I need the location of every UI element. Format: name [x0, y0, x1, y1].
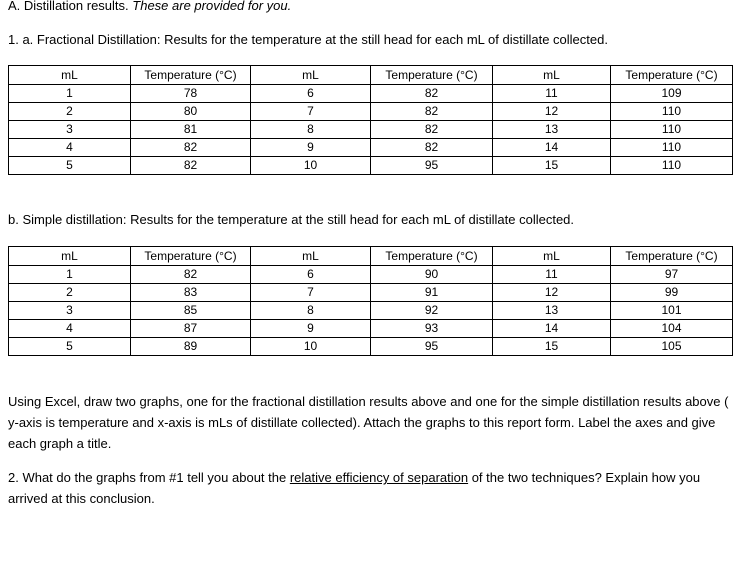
- temperature-cell: 99: [611, 284, 733, 302]
- temperature-cell: 104: [611, 320, 733, 338]
- ml-cell: 1: [9, 266, 131, 284]
- ml-cell: 11: [493, 85, 611, 103]
- ml-cell: 4: [9, 139, 131, 157]
- ml-cell: 2: [9, 103, 131, 121]
- question-2: [8, 467, 738, 509]
- ml-cell: 7: [251, 284, 371, 302]
- ml-cell: 10: [251, 338, 371, 356]
- simple-title: b. Simple distillation: Results for the temperature at the still head for each mL of distillate collected.: [8, 212, 575, 227]
- ml-cell: 15: [493, 338, 611, 356]
- column-header: mL: [251, 247, 371, 266]
- temperature-cell: 97: [611, 266, 733, 284]
- ml-cell: 5: [9, 157, 131, 175]
- ml-cell: 8: [251, 302, 371, 320]
- ml-cell: 14: [493, 320, 611, 338]
- question-2-key-phrase: relative efficiency of separation: [289, 470, 469, 485]
- fractional-results-table: [8, 65, 733, 175]
- temperature-cell: 110: [611, 157, 733, 175]
- ml-cell: 11: [493, 266, 611, 284]
- table-row: [9, 121, 733, 139]
- temperature-cell: 82: [371, 85, 493, 103]
- temperature-cell: 89: [131, 338, 251, 356]
- column-header: mL: [493, 66, 611, 85]
- section-heading-note: These are provided for you.: [132, 0, 292, 13]
- column-header: mL: [493, 247, 611, 266]
- temperature-cell: 87: [131, 320, 251, 338]
- table-row: [9, 338, 733, 356]
- temperature-cell: 82: [371, 121, 493, 139]
- ml-cell: 13: [493, 121, 611, 139]
- ml-cell: 6: [251, 85, 371, 103]
- ml-cell: 13: [493, 302, 611, 320]
- table-row: [9, 157, 733, 175]
- temperature-cell: 80: [131, 103, 251, 121]
- table-row: [9, 85, 733, 103]
- temperature-cell: 110: [611, 121, 733, 139]
- temperature-cell: 95: [371, 157, 493, 175]
- ml-cell: 2: [9, 284, 131, 302]
- fractional-table-body: [9, 66, 733, 175]
- column-header: mL: [9, 247, 131, 266]
- section-heading-label: A. Distillation results.: [8, 0, 129, 13]
- question-2-suffix: of the two techniques? Explain how you arrived at this conclusion.: [8, 470, 701, 506]
- temperature-cell: 82: [371, 139, 493, 157]
- fractional-title: 1. a. Fractional Distillation: Results for the temperature at the still head for each mL of distillate collected.: [8, 32, 608, 47]
- table-row: [9, 320, 733, 338]
- column-header: Temperature (°C): [611, 66, 733, 85]
- temperature-cell: 105: [611, 338, 733, 356]
- ml-cell: 3: [9, 302, 131, 320]
- column-header: Temperature (°C): [371, 66, 493, 85]
- table-header-row: [9, 247, 733, 266]
- column-header: mL: [251, 66, 371, 85]
- temperature-cell: 78: [131, 85, 251, 103]
- temperature-cell: 101: [611, 302, 733, 320]
- ml-cell: 9: [251, 320, 371, 338]
- column-header: Temperature (°C): [131, 247, 251, 266]
- temperature-cell: 83: [131, 284, 251, 302]
- ml-cell: 12: [493, 103, 611, 121]
- temperature-cell: 93: [371, 320, 493, 338]
- table-row: [9, 302, 733, 320]
- column-header: Temperature (°C): [371, 247, 493, 266]
- temperature-cell: 110: [611, 103, 733, 121]
- table-row: [9, 266, 733, 284]
- question-2-prefix: 2. What do the graphs from #1 tell you about the: [8, 470, 290, 485]
- ml-cell: 12: [493, 284, 611, 302]
- column-header: Temperature (°C): [131, 66, 251, 85]
- temperature-cell: 82: [131, 157, 251, 175]
- table-row: [9, 284, 733, 302]
- ml-cell: 3: [9, 121, 131, 139]
- ml-cell: 10: [251, 157, 371, 175]
- ml-cell: 6: [251, 266, 371, 284]
- table-row: [9, 103, 733, 121]
- ml-cell: 4: [9, 320, 131, 338]
- temperature-cell: 95: [371, 338, 493, 356]
- temperature-cell: 91: [371, 284, 493, 302]
- ml-cell: 9: [251, 139, 371, 157]
- temperature-cell: 110: [611, 139, 733, 157]
- temperature-cell: 92: [371, 302, 493, 320]
- temperature-cell: 82: [371, 103, 493, 121]
- ml-cell: 5: [9, 338, 131, 356]
- temperature-cell: 90: [371, 266, 493, 284]
- ml-cell: 15: [493, 157, 611, 175]
- table-row: [9, 139, 733, 157]
- graph-instructions: Using Excel, draw two graphs, one for the fractional distillation results above and one for the simple distillation results above ( y-axis is temperature and x-axis is mLs of distillate collected). Attach the graphs to this report form. Label the axes and give each graph a title.: [8, 394, 729, 451]
- temperature-cell: 82: [131, 139, 251, 157]
- temperature-cell: 81: [131, 121, 251, 139]
- simple-table-body: [9, 247, 733, 356]
- ml-cell: 8: [251, 121, 371, 139]
- ml-cell: 7: [251, 103, 371, 121]
- ml-cell: 14: [493, 139, 611, 157]
- ml-cell: 1: [9, 85, 131, 103]
- temperature-cell: 85: [131, 302, 251, 320]
- column-header: mL: [9, 66, 131, 85]
- table-header-row: [9, 66, 733, 85]
- section-heading: [8, 0, 291, 14]
- simple-results-table: [8, 246, 733, 356]
- column-header: Temperature (°C): [611, 247, 733, 266]
- temperature-cell: 82: [131, 266, 251, 284]
- temperature-cell: 109: [611, 85, 733, 103]
